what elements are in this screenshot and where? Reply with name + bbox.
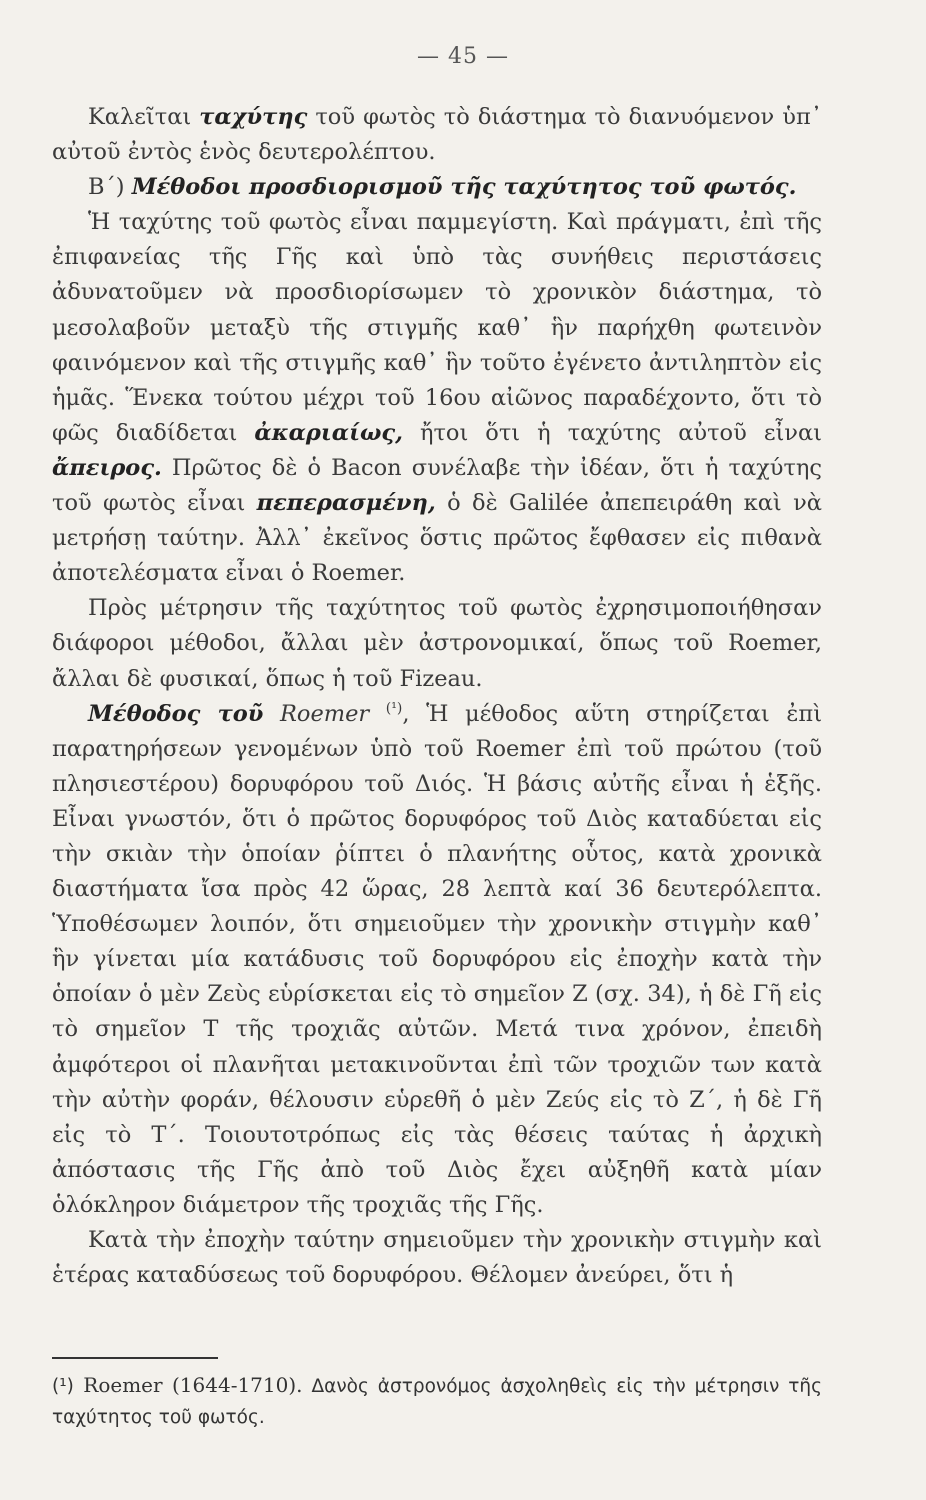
- footnote-text: Δανὸς ἀστρονόμος ἀσχοληθεὶς εἰς τὴν μέτρησιν τῆς ταχύτητος τοῦ φωτός.: [52, 1376, 823, 1428]
- section-title: Μέθοδοι προσδιορισμοῦ τῆς ταχύτητος τοῦ φωτός.: [131, 174, 797, 201]
- text-run: Πρῶτος δὲ ὁ Bacon συνέλαβε τὴν ἰδέαν, ὅτι ἡ ταχύτης τοῦ φωτὸς εἶναι: [52, 454, 822, 517]
- emphasis-term: πεπερασμένη,: [256, 490, 436, 517]
- text-run: τοῦ φωτὸς τὸ διάστημα τὸ διανυόμενον ὑπ᾽ αὐτοῦ ἐντὸς ἑνὸς δευτερολέπτου.: [52, 104, 822, 166]
- footnote-ref[interactable]: (¹): [385, 700, 403, 717]
- text-run: Καλεῖται: [88, 104, 200, 130]
- method-title-name: Roemer: [279, 700, 370, 727]
- text-run: ἤτοι ὅτι ἡ ταχύτης αὐτοῦ εἶναι: [402, 419, 822, 446]
- section-letter: Β΄): [88, 174, 132, 201]
- page-number: — 45 —: [417, 44, 509, 69]
- text-run: Ἡ ταχύτης τοῦ φωτὸς εἶναι παμμεγίστη. Καὶ πράγματι, ἐπὶ τῆς ἐπιφανείας τῆς Γῆς καὶ ὑπὸ τὰς συνήθεις περιστάσεις ἀδυνατοῦμεν νὰ προσδιορίσωμεν τὸ χρονικὸν διάστημα, τὸ μεσολαβοῦν μεταξὺ τῆς στιγμῆς καθ᾽ ἣν παρήχθη φωτεινὸν φαινόμενον καὶ τῆς στιγμῆς καθ᾽ ἣν τοῦτο ἐγένετο ἀντιληπτὸν εἰς ἡμᾶς. Ἕνεκα τούτου μέχρι τοῦ 16ου αἰῶνος παραδέχοντο, ὅτι τὸ φῶς διαδίδεται: [52, 209, 822, 446]
- paragraph-continuation: Κατὰ τὴν ἐποχὴν ταύτην σημειοῦμεν τὴν χρονικὴν στιγμὴν καὶ ἑτέρας καταδύσεως τοῦ δορυφόρου. Θέλομεν ἀνεύρει, ὅτι ἡ: [52, 1227, 822, 1289]
- paragraph-history: [52, 205, 822, 591]
- main-text: [52, 100, 822, 1293]
- footnote-divider: [52, 1357, 218, 1359]
- paragraph-definition: [52, 100, 822, 170]
- paragraph-methods: Πρὸς μέτρησιν τῆς ταχύτητος τοῦ φωτὸς ἐχρησιμοποιήθησαν διάφοροι μέθοδοι, ἄλλαι μὲν ἀστρονομικαί, ὅπως τοῦ Roemer, ἄλλαι δὲ φυσικαί, ὅπως ἡ τοῦ Fizeau.: [52, 595, 822, 692]
- text-run: , Ἡ μέθοδος αὕτη στηρίζεται ἐπὶ παρατηρήσεων γενομένων ὑπὸ τοῦ Roemer ἐπὶ τοῦ πρώτου (τοῦ πλησιεστέρου) δορυφόρου τοῦ Διός. Ἡ βάσις αὐτῆς εἶναι ἡ ἑξῆς. Εἶναι γνωστόν, ὅτι ὁ πρῶτος δορυφόρος τοῦ Διὸς καταδύεται εἰς τὴν σκιὰν τὴν ὁποίαν ῥίπτει ὁ πλανήτης οὗτος, κατὰ χρονικὰ διαστήματα ἴσα πρὸς 42 ὥρας, 28 λεπτὰ καί 36 δευτερόλεπτα. Ὑποθέσωμεν λοιπόν, ὅτι σημειοῦμεν τὴν χρονικὴν στιγμὴν καθ᾽ ἣν γίνεται μία κατάδυσις τοῦ δορυφόρου εἰς ἐποχὴν κατὰ τὴν ὁποίαν ὁ μὲν Ζεὺς εὑρίσκεται εἰς τὸ σημεῖον Ζ (σχ. 34), ἡ δὲ Γῆ εἰς τὸ σημεῖον Τ τῆς τροχιᾶς αὐτῶν. Μετά τινα χρόνον, ἐπειδὴ ἀμφότεροι οἱ πλανῆται μετακινοῦνται ἐπὶ τῶν τροχιῶν των κατὰ τὴν αὐτὴν φοράν, θέλουσιν εὑρεθῆ ὁ μὲν Ζεύς εἰς τὸ Ζ΄, ἡ δὲ Γῆ εἰς τὸ Τ΄. Τοιουτοτρόπως εἰς τὰς θέσεις ταύτας ἡ ἀρχικὴ ἀπόστασις τῆς Γῆς ἀπὸ τοῦ Διὸς ἔχει αὐξηθῆ κατὰ μίαν ὁλόκληρον διάμετρον τῆς τροχιᾶς τῆς Γῆς.: [52, 700, 823, 1218]
- method-title: Μέθοδος τοῦ: [88, 700, 264, 727]
- paragraph-roemer-method: [52, 697, 822, 1223]
- footnote-name: Roemer (1644-1710).: [73, 1373, 303, 1397]
- text-run: ὁ δὲ Galilée ἀπεπειράθη καὶ νὰ μετρήσῃ ταύτην. Ἀλλ᾽ ἐκεῖνος ὅστις πρῶτος ἔφθασεν εἰς πιθανὰ ἀποτελέσματα εἶναι ὁ Roemer.: [52, 490, 822, 587]
- section-heading: [52, 170, 822, 205]
- footnote: [52, 1370, 822, 1433]
- emphasis-term: ἄπειρος.: [52, 454, 162, 481]
- footnote-marker: (¹): [52, 1376, 74, 1397]
- emphasis-term: ταχύτης: [199, 104, 308, 130]
- emphasis-term: ἀκαριαίως,: [254, 419, 403, 446]
